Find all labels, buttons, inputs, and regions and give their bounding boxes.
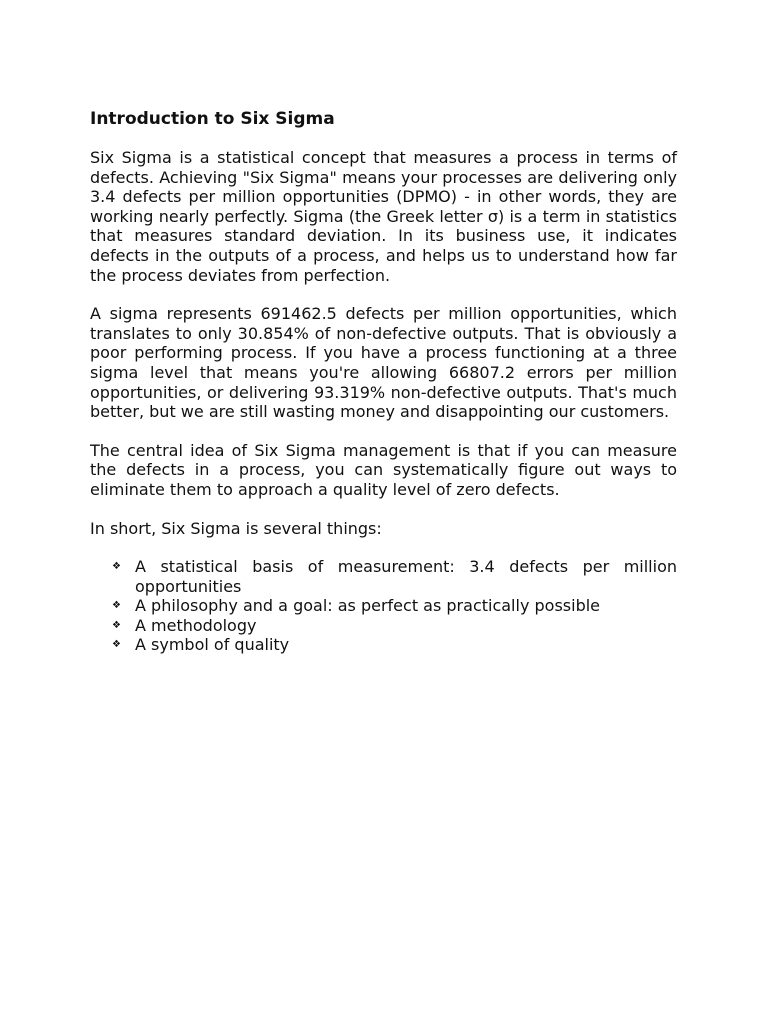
list-item-text: A statistical basis of measurement: 3.4 defects per million opportunities — [135, 557, 677, 596]
list-item — [90, 616, 677, 636]
document-title: Introduction to Six Sigma — [90, 109, 335, 129]
six-sigma-list — [90, 557, 677, 655]
list-item — [90, 557, 677, 596]
list-item-text: A symbol of quality — [135, 635, 290, 655]
paragraph-sigma-levels: A sigma represents 691462.5 defects per million opportunities, which translates to only 30.854% of non-defective outputs. That is obviously a poor performing process. If you have a process functioning at a three sigma level that means you're allowing 66807.2 errors per million opportunities, or delivering 93.319% non-defective outputs. That's much better, but we are still wasting money and disappointing our customers. — [90, 304, 677, 422]
paragraph-central-idea: The central idea of Six Sigma management is that if you can measure the defects in a process, you can systematically figure out ways to eliminate them to approach a quality level of zero defects. — [90, 440, 677, 499]
document-page — [90, 108, 677, 655]
paragraph-intro: Six Sigma is a statistical concept that measures a process in terms of defects. Achieving "Six Sigma" means your processes are delivering only 3.4 defects per million opportunities (DPMO) - in other words, they are working nearly perfectly. Sigma (the Greek letter σ) is a term in statistics that measures standard deviation. In its business use, it indicates defects in the outputs of a process, and helps us to understand how far the process deviates from perfection. — [90, 148, 677, 285]
list-item-text: A methodology — [135, 615, 257, 635]
diamond-bullet-icon: ❖ — [112, 561, 121, 573]
list-item — [90, 635, 677, 655]
diamond-bullet-icon: ❖ — [112, 600, 121, 612]
diamond-bullet-icon: ❖ — [112, 639, 121, 651]
list-item-text: A philosophy and a goal: as perfect as practically possible — [135, 596, 601, 616]
list-item — [90, 596, 677, 616]
diamond-bullet-icon: ❖ — [112, 619, 121, 631]
paragraph-list-intro: In short, Six Sigma is several things: — [90, 518, 382, 538]
